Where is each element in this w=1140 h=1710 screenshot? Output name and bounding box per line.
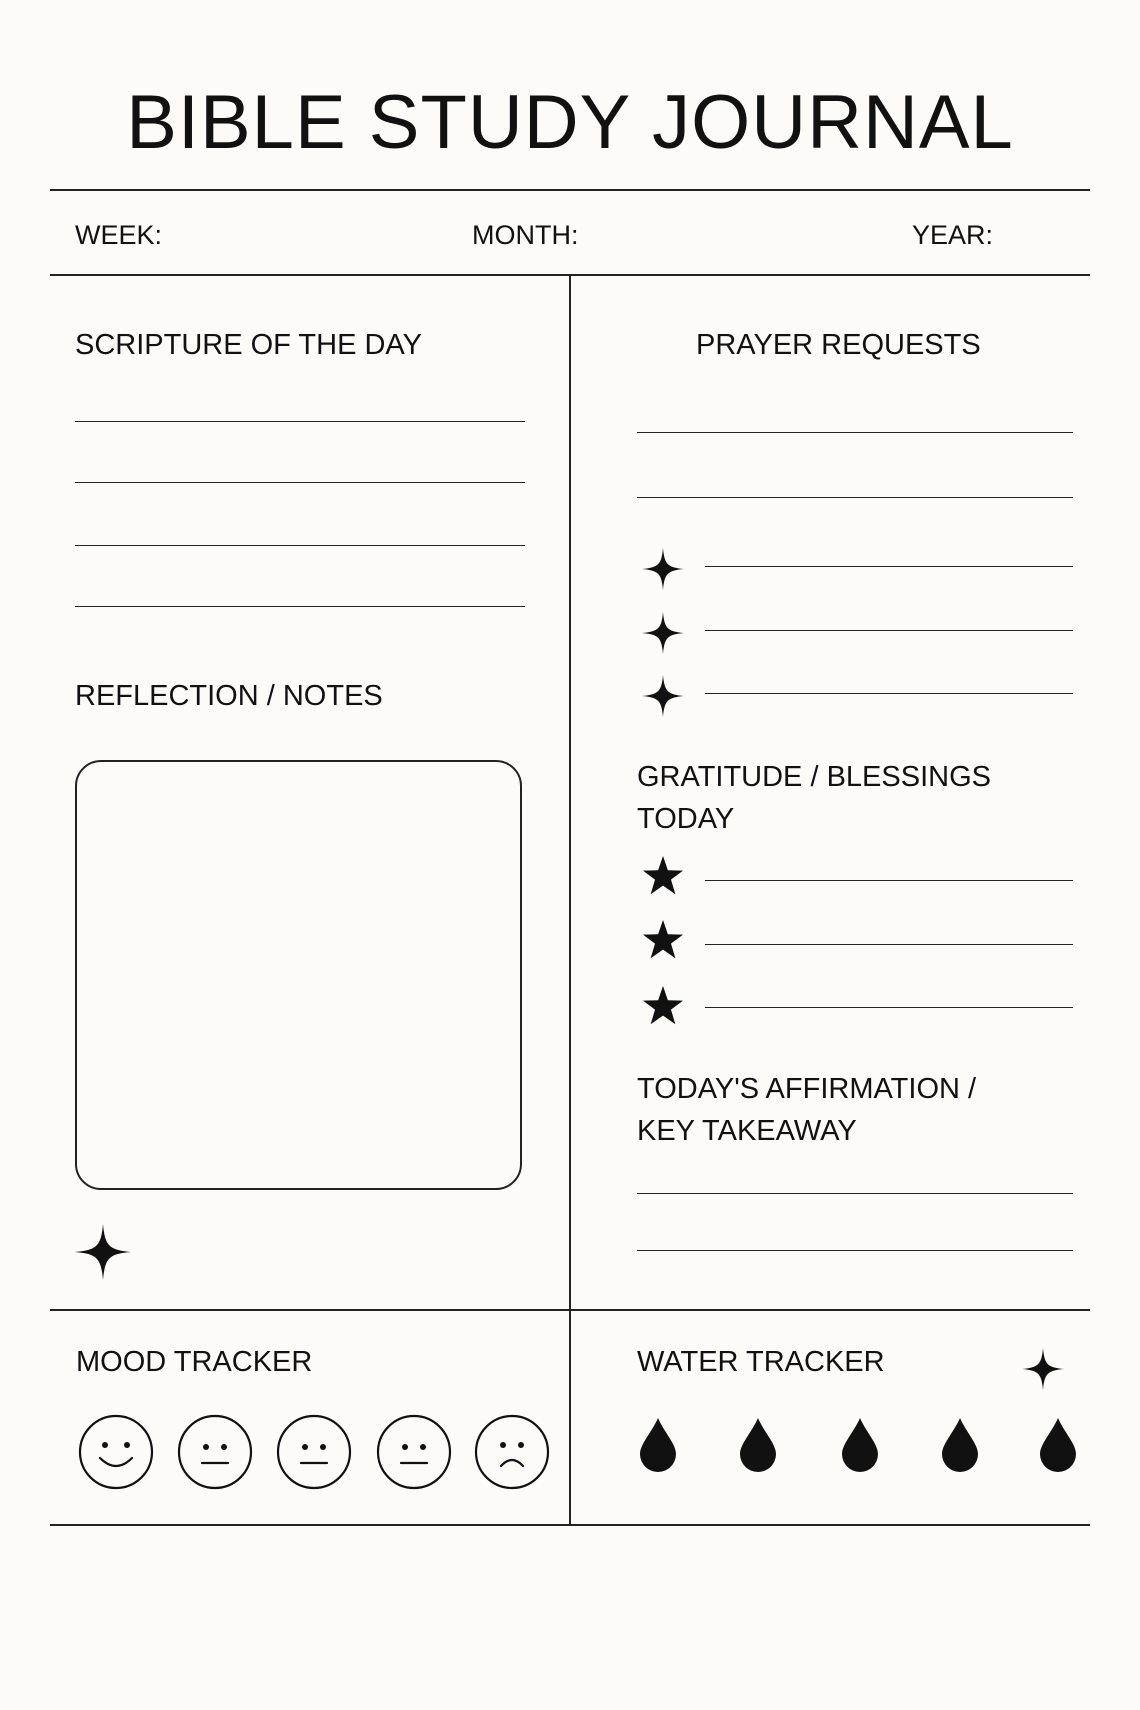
prayer-write-line[interactable] xyxy=(637,497,1073,498)
affirmation-heading-line2: KEY TAKEAWAY xyxy=(637,1115,857,1147)
prayer-bullet-line[interactable] xyxy=(705,693,1073,694)
prayer-bullet-line[interactable] xyxy=(705,630,1073,631)
neutral-face-icon[interactable] xyxy=(177,1414,253,1490)
water-drop-icon[interactable] xyxy=(941,1418,979,1472)
water-drop-icon[interactable] xyxy=(739,1418,777,1472)
affirmation-write-line[interactable] xyxy=(637,1250,1073,1251)
divider xyxy=(50,1524,1090,1526)
sparkle-icon xyxy=(642,612,684,654)
month-label: MONTH: xyxy=(472,220,579,250)
affirmation-heading xyxy=(637,1068,976,1152)
divider xyxy=(50,189,1090,191)
affirmation-heading-line1: TODAY'S AFFIRMATION / xyxy=(637,1073,977,1105)
reflection-heading: REFLECTION / NOTES xyxy=(75,680,383,712)
water-tracker-heading: WATER TRACKER xyxy=(637,1346,885,1378)
prayer-requests-heading: PRAYER REQUESTS xyxy=(696,329,981,361)
gratitude-write-line[interactable] xyxy=(705,944,1073,945)
prayer-bullet-line[interactable] xyxy=(705,566,1073,567)
water-drop-icon[interactable] xyxy=(1039,1418,1077,1472)
neutral-face-icon[interactable] xyxy=(376,1414,452,1490)
star-icon xyxy=(642,856,684,896)
neutral-face-icon[interactable] xyxy=(276,1414,352,1490)
gratitude-write-line[interactable] xyxy=(705,1007,1073,1008)
scripture-write-line[interactable] xyxy=(75,421,525,422)
year-label: YEAR: xyxy=(912,220,994,250)
sparkle-icon xyxy=(642,548,684,590)
gratitude-write-line[interactable] xyxy=(705,880,1073,881)
reflection-notes-box[interactable] xyxy=(75,760,522,1190)
mood-tracker-heading: MOOD TRACKER xyxy=(76,1346,313,1378)
divider xyxy=(50,1309,1090,1311)
scripture-write-line[interactable] xyxy=(75,482,525,483)
week-label: WEEK: xyxy=(75,220,163,250)
sparkle-icon xyxy=(642,675,684,717)
sparkle-icon xyxy=(75,1224,131,1280)
scripture-heading: SCRIPTURE OF THE DAY xyxy=(75,329,422,361)
gratitude-heading xyxy=(637,756,991,840)
scripture-write-line[interactable] xyxy=(75,545,525,546)
affirmation-write-line[interactable] xyxy=(637,1193,1073,1194)
page-title: BIBLE STUDY JOURNAL xyxy=(126,80,1014,165)
happy-face-icon[interactable] xyxy=(78,1414,154,1490)
star-icon xyxy=(642,920,684,960)
water-drop-icon[interactable] xyxy=(841,1418,879,1472)
column-divider xyxy=(569,275,571,1525)
star-icon xyxy=(642,986,684,1026)
gratitude-heading-line2: TODAY xyxy=(637,803,735,835)
water-drop-icon[interactable] xyxy=(639,1418,677,1472)
gratitude-heading-line1: GRATITUDE / BLESSINGS xyxy=(637,761,991,793)
sad-face-icon[interactable] xyxy=(474,1414,550,1490)
sparkle-icon xyxy=(1022,1348,1064,1390)
prayer-write-line[interactable] xyxy=(637,432,1073,433)
scripture-write-line[interactable] xyxy=(75,606,525,607)
